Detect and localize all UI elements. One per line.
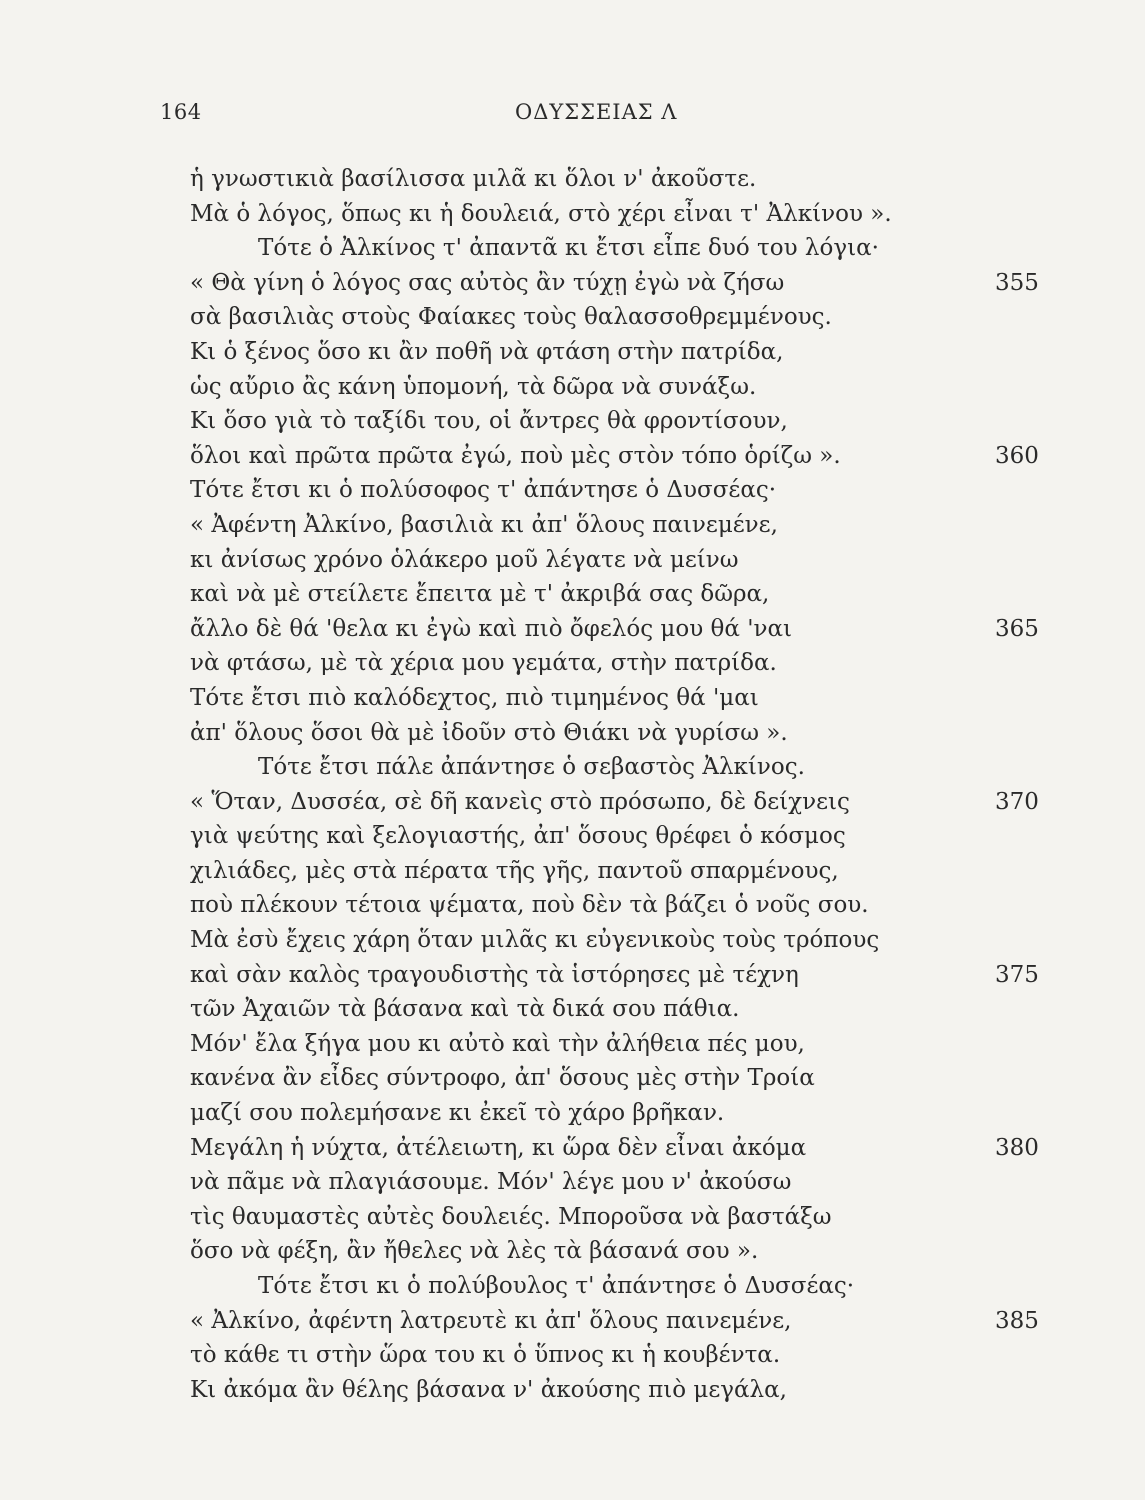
verse-text-line: « Θὰ γίνη ὁ λόγος σας αὐτὸς ἂν τύχῃ ἐγὼ νὰ ζήσω xyxy=(190,269,785,296)
verse-line xyxy=(190,750,1090,785)
verse-line xyxy=(190,1269,1090,1304)
verse-text-line: Κι ἀκόμα ἂν θέλης βάσανα ν' ἀκούσης πιὸ μεγάλα, xyxy=(190,1376,787,1403)
verse-line xyxy=(190,888,1090,923)
verse-line xyxy=(190,854,1090,889)
verse-line xyxy=(190,1200,1090,1235)
verse-line xyxy=(190,681,1090,716)
line-number: 385 xyxy=(995,1307,1039,1334)
verse-line xyxy=(190,1338,1090,1373)
verse-text-line: μαζί σου πολεμήσανε κι ἐκεῖ τὸ χάρο βρῆκαν. xyxy=(190,1100,725,1127)
verse-line xyxy=(190,1165,1090,1200)
verse-text-line: νὰ πᾶμε νὰ πλαγιάσουμε. Μόν' λέγε μου ν' ἀκούσω xyxy=(190,1169,792,1196)
verse-text-line: σὰ βασιλιὰς στοὺς Φαίακες τοὺς θαλασσοθρεμμένους. xyxy=(190,304,832,331)
line-number: 370 xyxy=(995,788,1039,815)
verse-text-line: ὅσο νὰ φέξη, ἂν ἤθελες νὰ λὲς τὰ βάσανά σου ». xyxy=(190,1238,759,1265)
line-number: 365 xyxy=(995,615,1039,642)
verse-line xyxy=(190,543,1090,578)
verse-line xyxy=(190,508,1090,543)
verse-text-line: « Ὅταν, Δυσσέα, σὲ δῆ κανεὶς στὸ πρόσωπο, δὲ δείχνεις xyxy=(190,788,850,815)
verse-text-line: καὶ σὰν καλὸς τραγουδιστὴς τὰ ἱστόρησες μὲ τέχνη xyxy=(190,961,799,988)
verse-text-line: « Ἀφέντη Ἀλκίνο, βασιλιὰ κι ἀπ' ὅλους παινεμένε, xyxy=(190,511,778,538)
verse-text-line: τὸ κάθε τι στὴν ὥρα του κι ὁ ὕπνος κι ἡ κουβέντα. xyxy=(190,1342,781,1369)
verse-text-line: χιλιάδες, μὲς στὰ πέρατα τῆς γῆς, παντοῦ σπαρμένους, xyxy=(190,857,839,884)
verse-text-line: γιὰ ψεύτης καὶ ξελογιαστής, ἀπ' ὅσους θρέφει ὁ κόσμος xyxy=(190,823,846,850)
line-number: 380 xyxy=(995,1134,1039,1161)
verse-line xyxy=(190,162,1090,197)
verse-line xyxy=(190,1027,1090,1062)
verse-line xyxy=(190,577,1090,612)
page-header xyxy=(0,100,1145,130)
verse-line xyxy=(190,612,1090,647)
verse-line xyxy=(190,1373,1090,1408)
line-number: 375 xyxy=(995,961,1039,988)
verse-text-line: κι ἀνίσως χρόνο ὁλάκερο μοῦ λέγατε νὰ μείνω xyxy=(190,546,739,573)
verse-text-line: Μόν' ἔλα ξήγα μου κι αὐτὸ καὶ τὴν ἀλήθεια πές μου, xyxy=(190,1030,805,1057)
verse-line xyxy=(190,266,1090,301)
verse-line xyxy=(190,646,1090,681)
verse-text-line: ἡ γνωστικιὰ βασίλισσα μιλᾶ κι ὅλοι ν' ἀκοῦστε. xyxy=(190,166,757,192)
verse-line xyxy=(190,335,1090,370)
verse-text-line: τὶς θαυμαστὲς αὐτὲς δουλειές. Μποροῦσα νὰ βαστάξω xyxy=(190,1203,832,1230)
verse-text-line: νὰ φτάσω, μὲ τὰ χέρια μου γεμάτα, στὴν πατρίδα. xyxy=(190,650,777,677)
verse-text-line: Τότε ὁ Ἀλκίνος τ' ἀπαντᾶ κι ἔτσι εἶπε δυό του λόγια· xyxy=(258,235,879,262)
verse-text-line: ὅλοι καὶ πρῶτα πρῶτα ἐγώ, ποὺ μὲς στὸν τόπο ὁρίζω ». xyxy=(190,442,841,469)
verse-line xyxy=(190,958,1090,993)
verse-text-line: Τότε ἔτσι κι ὁ πολύβουλος τ' ἀπάντησε ὁ Δυσσέας· xyxy=(258,1273,855,1299)
line-number: 360 xyxy=(995,442,1039,469)
verse-line xyxy=(190,785,1090,820)
verse-text-line: Κι ὁ ξένος ὅσο κι ἂν ποθῆ νὰ φτάση στὴν πατρίδα, xyxy=(190,338,784,365)
verse-text-line: καὶ νὰ μὲ στείλετε ἔπειτα μὲ τ' ἀκριβά σας δῶρα, xyxy=(190,581,770,608)
verse-text-line: Μὰ ὁ λόγος, ὅπως κι ἡ δουλειά, στὸ χέρι εἶναι τ' Ἀλκίνου ». xyxy=(190,200,892,227)
verse-line xyxy=(190,370,1090,405)
verse-line xyxy=(190,1234,1090,1269)
verse-text-line: Τότε ἔτσι πάλε ἀπάντησε ὁ σεβαστὸς Ἀλκίνος. xyxy=(258,754,805,781)
verse-line xyxy=(190,439,1090,474)
verse-line xyxy=(190,404,1090,439)
verse-text-line: ἄλλο δὲ θά 'θελα κι ἐγὼ καὶ πιὸ ὄφελός μου θά 'ναι xyxy=(190,615,793,642)
verse-text xyxy=(190,162,1090,1407)
verse-text-line: κανένα ἂν εἶδες σύντροφο, ἀπ' ὅσους μὲς στὴν Τροία xyxy=(190,1065,815,1092)
line-number: 355 xyxy=(995,269,1039,296)
verse-line xyxy=(190,1096,1090,1131)
verse-text-line: τῶν Ἀχαιῶν τὰ βάσανα καὶ τὰ δικά σου πάθια. xyxy=(190,996,740,1023)
verse-line xyxy=(190,716,1090,751)
page-number: 164 xyxy=(160,100,202,124)
verse-line xyxy=(190,1131,1090,1166)
verse-line xyxy=(190,300,1090,335)
verse-line xyxy=(190,819,1090,854)
verse-text-line: « Ἀλκίνο, ἀφέντη λατρευτὲ κι ἀπ' ὅλους παινεμένε, xyxy=(190,1307,792,1334)
verse-line xyxy=(190,923,1090,958)
verse-line xyxy=(190,231,1090,266)
verse-line xyxy=(190,1304,1090,1339)
verse-text-line: Τότε ἔτσι κι ὁ πολύσοφος τ' ἀπάντησε ὁ Δυσσέας· xyxy=(190,477,777,504)
verse-text-line: Τότε ἔτσι πιὸ καλόδεχτος, πιὸ τιμημένος θά 'μαι xyxy=(190,684,759,711)
verse-text-line: ἀπ' ὅλους ὅσοι θὰ μὲ ἰδοῦν στὸ Θιάκι νὰ γυρίσω ». xyxy=(190,719,788,746)
verse-text-line: ποὺ πλέκουν τέτοια ψέματα, ποὺ δὲν τὰ βάζει ὁ νοῦς σου. xyxy=(190,892,869,919)
verse-text-line: Μὰ ἐσὺ ἔχεις χάρη ὅταν μιλᾶς κι εὐγενικοὺς τοὺς τρόπους xyxy=(190,927,880,954)
running-head: ΟΔΥΣΣΕΙΑΣ Λ xyxy=(515,100,678,124)
verse-line xyxy=(190,992,1090,1027)
verse-line xyxy=(190,473,1090,508)
verse-text-line: ὡς αὔριο ἂς κάνη ὑπομονή, τὰ δῶρα νὰ συνάξω. xyxy=(190,373,757,400)
verse-text-line: Κι ὅσο γιὰ τὸ ταξίδι του, οἱ ἄντρες θὰ φροντίσουν, xyxy=(190,408,788,435)
verse-line xyxy=(190,197,1090,232)
verse-text-line: Μεγάλη ἡ νύχτα, ἀτέλειωτη, κι ὥρα δὲν εἶναι ἀκόμα xyxy=(190,1134,807,1161)
verse-line xyxy=(190,1061,1090,1096)
